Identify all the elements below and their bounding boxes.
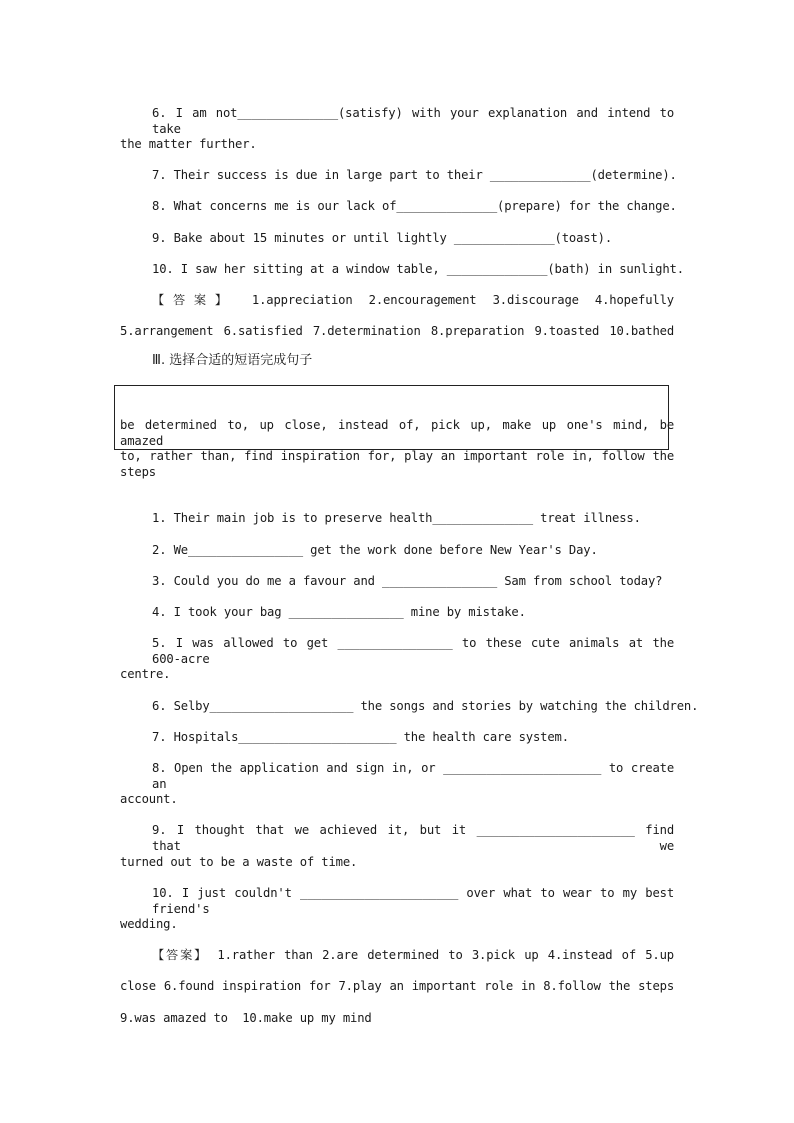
section-heading: Ⅲ. 选择合适的短语完成句子	[152, 353, 313, 368]
sentence-8-line-1: 8. Open the application and sign in, or ______________________ to create an	[152, 761, 674, 791]
answer-key-line-1: 【答案】 1.appreciation 2.encouragement 3.discourage 4.hopefully	[152, 293, 674, 307]
answer-key-2-line-3: 9.was amazed to 10.make up my mind	[120, 1011, 372, 1025]
answer-key-line-2: 5.arrangement 6.satisfied 7.determination 8.preparation 9.toasted 10.bathed	[120, 324, 674, 338]
phrase-bank-line-1: be determined to, up close, instead of, pick up, make up one's mind, be amazed	[120, 418, 674, 448]
question-6-line-2: the matter further.	[120, 137, 257, 151]
phrase-bank-line-2: to, rather than, find inspiration for, play an important role in, follow the steps	[120, 449, 674, 479]
sentence-7: 7. Hospitals______________________ the health care system.	[152, 730, 569, 744]
sentence-1: 1. Their main job is to preserve health______________ treat illness.	[152, 511, 641, 525]
sentence-4: 4. I took your bag ________________ mine by mistake.	[152, 605, 526, 619]
sentence-8-line-2: account.	[120, 792, 178, 806]
question-9: 9. Bake about 15 minutes or until lightly ______________(toast).	[152, 231, 612, 245]
question-10: 10. I saw her sitting at a window table, ______________(bath) in sunlight.	[152, 262, 684, 276]
sentence-10-line-2: wedding.	[120, 917, 178, 931]
sentence-3: 3. Could you do me a favour and ________________ Sam from school today?	[152, 574, 663, 588]
answer-key-2-line-1: 【答案】 1.rather than 2.are determined to 3.pick up 4.instead of 5.up	[152, 948, 674, 962]
sentence-5-line-2: centre.	[120, 667, 171, 681]
question-6-line-1: 6. I am not______________(satisfy) with your explanation and intend to take	[152, 106, 674, 136]
question-7: 7. Their success is due in large part to their ______________(determine).	[152, 168, 677, 182]
sentence-6: 6. Selby____________________ the songs and stories by watching the children.	[152, 699, 699, 713]
question-8: 8. What concerns me is our lack of______________(prepare) for the change.	[152, 199, 677, 213]
sentence-2: 2. We________________ get the work done before New Year's Day.	[152, 543, 598, 557]
sentence-10-line-1: 10. I just couldn't ______________________ over what to wear to my best friend's	[152, 886, 674, 916]
answer-key-2-line-2: close 6.found inspiration for 7.play an important role in 8.follow the steps	[120, 979, 674, 993]
sentence-5-line-1: 5. I was allowed to get ________________ to these cute animals at the 600-acre	[152, 636, 674, 666]
sentence-9-line-1: 9. I thought that we achieved it, but it ______________________ find that we	[152, 823, 674, 853]
sentence-9-line-2: turned out to be a waste of time.	[120, 855, 358, 869]
